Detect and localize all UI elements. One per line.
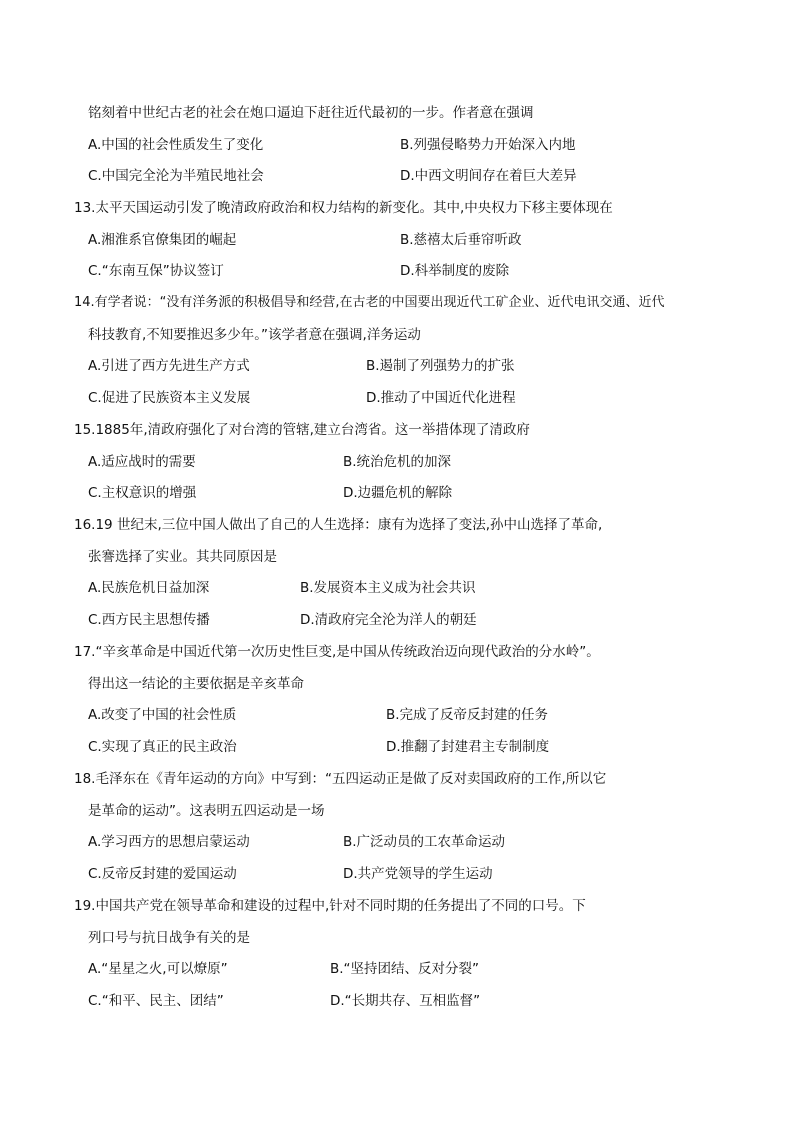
q14-stem-line2: 科技教育,不知要推迟多少年。”该学者意在强调,洋务运动 (88, 327, 421, 343)
q18-option-b[interactable]: B.广泛动员的工农革命运动 (343, 834, 506, 850)
q17-option-a[interactable]: A.改变了中国的社会性质 (88, 707, 237, 723)
q13-option-b[interactable]: B.慈禧太后垂帘听政 (400, 232, 522, 248)
q15-option-b[interactable]: B.统治危机的加深 (343, 454, 452, 470)
q13-option-d[interactable]: D.科举制度的废除 (400, 263, 510, 279)
q18-stem-line1: 18.毛泽东在《青年运动的方向》中写到：“五四运动正是做了反对卖国政府的工作,所以它 (74, 771, 607, 787)
q14-stem-line1: 14.有学者说：“没有洋务派的积极倡导和经营,在古老的中国要出现近代工矿企业、近代电讯交通、近代 (74, 295, 665, 310)
q15-stem: 15.1885年,清政府强化了对台湾的管辖,建立台湾省。这一举措体现了清政府 (74, 422, 530, 438)
q17-option-d[interactable]: D.推翻了封建君主专制制度 (386, 739, 550, 755)
q16-stem-line2: 张謇选择了实业。其共同原因是 (88, 549, 277, 565)
q16-option-c[interactable]: C.西方民主思想传播 (88, 612, 210, 628)
q15-option-a[interactable]: A.适应战时的需要 (88, 454, 196, 470)
q17-stem-line1: 17.“辛亥革命是中国近代第一次历史性巨变,是中国从传统政治迈向现代政治的分水岭”。 (74, 644, 600, 660)
q19-stem-line2: 列口号与抗日战争有关的是 (88, 930, 250, 946)
q19-option-c[interactable]: C.“和平、民主、团结” (88, 993, 224, 1009)
q17-stem-line2: 得出这一结论的主要依据是辛亥革命 (88, 676, 304, 692)
q12-option-c[interactable]: C.中国完全沦为半殖民地社会 (88, 168, 264, 184)
q14-option-d[interactable]: D.推动了中国近代化进程 (366, 390, 516, 406)
q13-option-a[interactable]: A.湘淮系官僚集团的崛起 (88, 232, 237, 248)
q19-option-d[interactable]: D.“长期共存、互相监督” (330, 993, 481, 1009)
q16-stem-line1: 16.19 世纪末,三位中国人做出了自己的人生选择：康有为选择了变法,孙中山选择了革命, (74, 517, 603, 533)
q14-option-a[interactable]: A.引进了西方先进生产方式 (88, 358, 250, 374)
q19-option-a[interactable]: A.“星星之火,可以燎原” (88, 961, 228, 977)
q12-option-d[interactable]: D.中西文明间存在着巨大差异 (400, 168, 577, 184)
q13-stem: 13.太平天国运动引发了晚清政府政治和权力结构的新变化。其中,中央权力下移主要体现在 (74, 200, 613, 216)
q12-option-b[interactable]: B.列强侵略势力开始深入内地 (400, 137, 576, 153)
q18-stem-line2: 是革命的运动”。这表明五四运动是一场 (88, 803, 325, 819)
q19-stem-line1: 19.中国共产党在领导革命和建设的过程中,针对不同时期的任务提出了不同的口号。下 (74, 898, 586, 914)
q19-option-b[interactable]: B.“坚持团结、反对分裂” (330, 961, 480, 977)
q15-option-d[interactable]: D.边疆危机的解除 (343, 485, 453, 501)
q12-option-a[interactable]: A.中国的社会性质发生了变化 (88, 137, 264, 153)
q18-option-a[interactable]: A.学习西方的思想启蒙运动 (88, 834, 250, 850)
q15-option-c[interactable]: C.主权意识的增强 (88, 485, 197, 501)
q16-option-b[interactable]: B.发展资本主义成为社会共识 (300, 580, 476, 596)
q12-stem: 铭刻着中世纪古老的社会在炮口逼迫下赶往近代最初的一步。作者意在强调 (88, 105, 534, 121)
q14-option-b[interactable]: B.遏制了列强势力的扩张 (366, 358, 515, 374)
q16-option-d[interactable]: D.清政府完全沦为洋人的朝廷 (300, 612, 477, 628)
q18-option-c[interactable]: C.反帝反封建的爱国运动 (88, 866, 237, 882)
q13-option-c[interactable]: C.“东南互保”协议签订 (88, 263, 224, 279)
q17-option-c[interactable]: C.实现了真正的民主政治 (88, 739, 237, 755)
q18-option-d[interactable]: D.共产党领导的学生运动 (343, 866, 493, 882)
q14-option-c[interactable]: C.促进了民族资本主义发展 (88, 390, 251, 406)
q16-option-a[interactable]: A.民族危机日益加深 (88, 580, 210, 596)
q17-option-b[interactable]: B.完成了反帝反封建的任务 (386, 707, 549, 723)
